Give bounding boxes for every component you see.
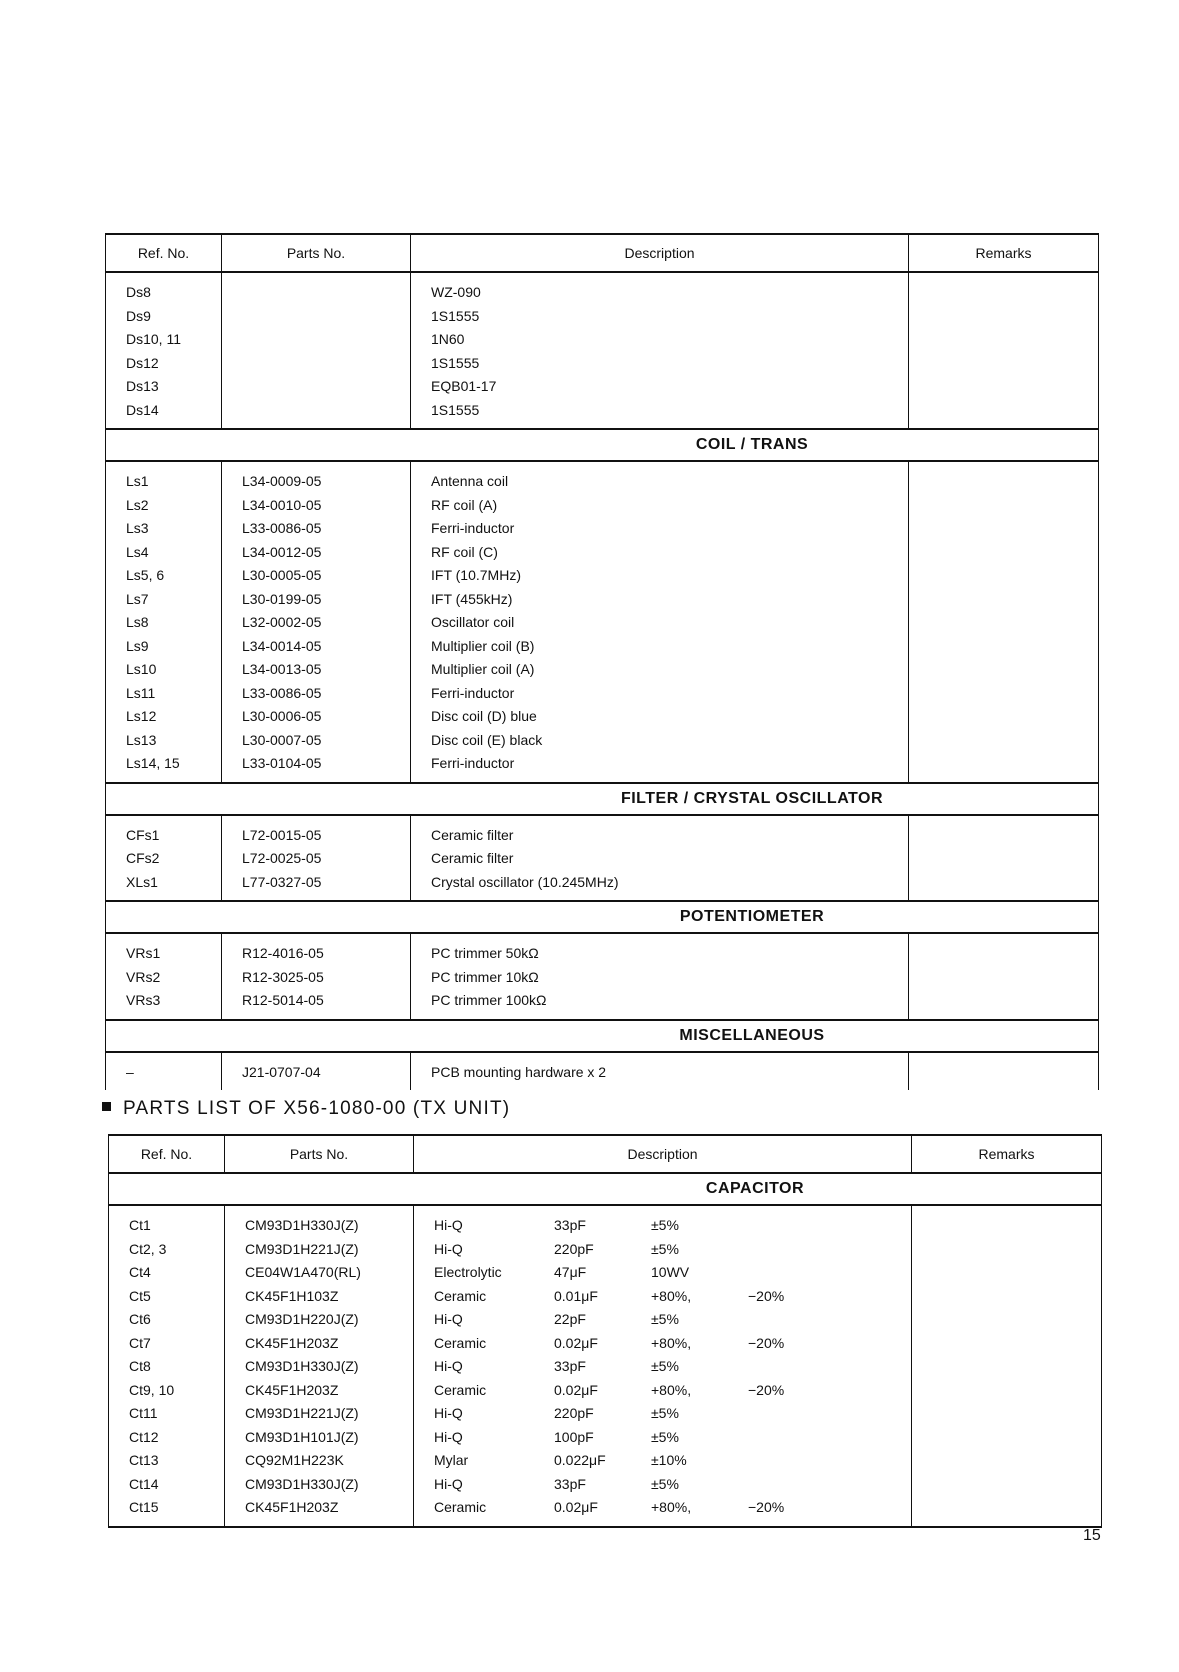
description-cell: Ferri-inductor [431, 684, 515, 701]
cap-type: Hi-Q [434, 1475, 463, 1492]
description-cell-wrap [411, 816, 908, 901]
part-column [222, 1052, 411, 1091]
part-cell: L34-0014-05 [242, 637, 322, 654]
ref-cell: Ls3 [126, 520, 149, 536]
remarks-column [909, 815, 1099, 902]
part-cell [242, 305, 410, 329]
rows-block [106, 815, 1099, 902]
ref-column [106, 272, 222, 429]
header-description: Description [414, 1135, 912, 1173]
cap-value: 47μF [554, 1264, 587, 1280]
ref-cell: VRs1 [126, 945, 161, 961]
heading-text: PARTS LIST OF X56-1080-00 (TX UNIT) [123, 1098, 511, 1119]
description-cell [434, 1214, 911, 1238]
ref-cell: Ls4 [126, 543, 149, 560]
description-cell [434, 1238, 911, 1262]
description-cell: Ceramic filter [431, 826, 514, 843]
part-cell: CE04W1A470(RL) [245, 1264, 361, 1280]
part-cell: CM93D1H220J(Z) [245, 1311, 359, 1327]
ref-cell: Ct14 [129, 1475, 159, 1492]
part-cell: L33-0086-05 [242, 684, 322, 701]
ref-cell: Ct12 [129, 1428, 159, 1445]
part-cell: L30-0007-05 [242, 731, 322, 748]
part-cell: L30-0005-05 [242, 567, 322, 583]
header-parts-no: Parts No. [225, 1135, 414, 1173]
description-cell-wrap [411, 462, 908, 782]
parts-table-upper [105, 233, 1099, 1090]
part-cell [242, 281, 410, 305]
part-cell: L34-0013-05 [242, 661, 322, 677]
ref-cell-wrap [106, 816, 221, 901]
parts-table-tx-unit [108, 1134, 1102, 1528]
ref-cell: Ct2, 3 [129, 1240, 167, 1257]
cap-value: 33pF [554, 1475, 586, 1492]
cap-type: Ceramic [434, 1287, 487, 1304]
part-cell: CK45F1H103Z [245, 1287, 339, 1304]
ref-cell: Ls9 [126, 637, 149, 654]
page-number: 15 [1083, 1527, 1101, 1544]
part-column [222, 933, 411, 1020]
part-cell: CM93D1H221J(Z) [245, 1405, 359, 1421]
cap-type: Ceramic [434, 1381, 487, 1398]
description-cell-wrap [411, 273, 908, 428]
description-cell-wrap [411, 1053, 908, 1091]
ref-column [106, 1052, 222, 1091]
description-cell: 1S1555 [431, 354, 480, 371]
ref-cell: Ls10 [126, 661, 157, 677]
cap-type: Hi-Q [434, 1405, 463, 1421]
part-cell: L72-0015-05 [242, 826, 322, 843]
description-cell: PC trimmer 50kΩ [431, 945, 539, 961]
part-cell-wrap [222, 273, 410, 428]
cap-tolerance: +80%, [651, 1334, 692, 1351]
description-cell: RF coil (A) [431, 496, 498, 513]
rows-block [106, 1052, 1099, 1091]
part-cell-wrap [222, 1053, 410, 1091]
remarks-column [909, 1052, 1099, 1091]
part-cell: L34-0009-05 [242, 473, 322, 489]
description-cell [434, 1379, 911, 1403]
bullet-square-icon [102, 1102, 111, 1111]
ref-cell: Ds8 [126, 284, 151, 300]
cap-type: Hi-Q [434, 1240, 463, 1257]
description-column [411, 461, 909, 783]
cap-tolerance-neg: −20% [748, 1381, 785, 1398]
part-cell: L32-0002-05 [242, 614, 322, 630]
cap-value: 0.02μF [554, 1499, 598, 1515]
cap-type: Electrolytic [434, 1264, 502, 1280]
part-cell: CQ92M1H223K [245, 1452, 344, 1468]
ref-cell: – [126, 1063, 134, 1080]
table-body [106, 272, 1099, 1090]
description-cell: Ferri-inductor [431, 520, 515, 536]
table-body [109, 1173, 1102, 1527]
description-cell: PCB mounting hardware x 2 [431, 1063, 607, 1080]
cap-tolerance: +80%, [651, 1287, 692, 1304]
cap-value: 0.01μF [554, 1287, 598, 1304]
description-cell: EQB01-17 [431, 378, 497, 394]
section-title [106, 783, 1099, 815]
cap-tolerance-neg: −20% [748, 1334, 785, 1351]
part-cell: L33-0104-05 [242, 755, 322, 771]
description-cell-wrap [411, 934, 908, 1019]
cap-value: 0.02μF [554, 1381, 598, 1398]
part-cell: J21-0707-04 [242, 1063, 321, 1080]
description-cell: PC trimmer 10kΩ [431, 968, 539, 985]
remarks-column [909, 461, 1099, 783]
description-cell: 1N60 [431, 331, 465, 347]
ref-cell: Ls1 [126, 473, 149, 489]
cap-tolerance: ±5% [651, 1240, 679, 1257]
part-cell: CK45F1H203Z [245, 1381, 339, 1398]
cap-tolerance: 10WV [651, 1264, 690, 1280]
section-row [106, 783, 1099, 815]
part-cell: CM93D1H101J(Z) [245, 1428, 359, 1445]
part-cell: R12-5014-05 [242, 992, 324, 1008]
section-row [106, 429, 1099, 461]
description-cell: Ceramic filter [431, 850, 514, 866]
remarks-column [912, 1205, 1102, 1527]
part-cell: L72-0025-05 [242, 850, 322, 866]
part-cell: R12-3025-05 [242, 968, 324, 985]
section-row [106, 1020, 1099, 1052]
cap-tolerance: ±5% [651, 1311, 679, 1327]
header-parts-no: Parts No. [222, 234, 411, 272]
remarks-column [909, 272, 1099, 429]
ref-cell: Ct6 [129, 1311, 151, 1327]
part-cell: CM93D1H330J(Z) [245, 1475, 359, 1492]
part-cell: L30-0006-05 [242, 708, 322, 724]
cap-tolerance: ±5% [651, 1475, 679, 1492]
ref-cell: Ct5 [129, 1287, 151, 1304]
rows-block [106, 461, 1099, 783]
header-ref-no: Ref. No. [109, 1135, 225, 1173]
section-heading [102, 1098, 510, 1120]
ref-cell: Ls11 [126, 684, 156, 701]
ref-cell: Ct9, 10 [129, 1381, 175, 1398]
section-title [106, 429, 1099, 461]
table-header-row [109, 1135, 1102, 1173]
cap-value: 33pF [554, 1217, 586, 1233]
ref-cell: Ls2 [126, 496, 149, 513]
description-cell [434, 1402, 911, 1426]
cap-value: 0.022μF [554, 1452, 606, 1468]
section-title-text: COIL / TRANS [695, 436, 809, 453]
cap-tolerance: ±5% [651, 1358, 679, 1374]
cap-tolerance: +80%, [651, 1499, 692, 1515]
part-cell-wrap [222, 816, 410, 901]
ref-column [109, 1205, 225, 1527]
part-cell: L34-0010-05 [242, 496, 322, 513]
cap-type: Ceramic [434, 1499, 487, 1515]
cap-type: Hi-Q [434, 1311, 463, 1327]
description-cell [434, 1473, 911, 1497]
section-title [106, 901, 1099, 933]
part-cell: CM93D1H330J(Z) [245, 1358, 359, 1374]
description-cell: Ferri-inductor [431, 755, 515, 771]
cap-tolerance-neg: −20% [748, 1499, 785, 1515]
description-cell [434, 1261, 911, 1285]
header-remarks: Remarks [912, 1135, 1102, 1173]
ref-cell: Ds12 [126, 354, 159, 371]
description-column [414, 1205, 912, 1527]
part-cell: CM93D1H221J(Z) [245, 1240, 359, 1257]
description-cell: Oscillator coil [431, 614, 515, 630]
ref-cell-wrap [106, 273, 221, 428]
rows-block [106, 272, 1099, 429]
ref-cell: Ls8 [126, 614, 149, 630]
ref-cell: Ct7 [129, 1334, 151, 1351]
header-remarks: Remarks [909, 234, 1099, 272]
section-row [106, 901, 1099, 933]
description-column [411, 815, 909, 902]
description-cell [434, 1496, 911, 1520]
ref-cell: Ct11 [129, 1405, 158, 1421]
description-column [411, 933, 909, 1020]
part-cell: L33-0086-05 [242, 520, 322, 536]
cap-value: 22pF [554, 1311, 586, 1327]
cap-tolerance: ±5% [651, 1405, 679, 1421]
cap-value: 0.02μF [554, 1334, 598, 1351]
description-cell: RF coil (C) [431, 543, 498, 560]
description-cell [434, 1285, 911, 1309]
part-cell: CM93D1H330J(Z) [245, 1217, 359, 1233]
section-title [106, 1020, 1099, 1052]
ref-cell: Ct1 [129, 1217, 151, 1233]
description-cell: 1S1555 [431, 307, 480, 324]
rows-block [109, 1205, 1102, 1527]
cap-tolerance: ±5% [651, 1217, 679, 1233]
ref-cell: Ds9 [126, 307, 151, 324]
ref-cell: Ct13 [129, 1452, 159, 1468]
ref-cell: Ls5, 6 [126, 567, 165, 583]
part-column [222, 461, 411, 783]
part-cell [242, 375, 410, 399]
part-cell: CK45F1H203Z [245, 1334, 339, 1351]
ref-cell: VRs2 [126, 968, 161, 985]
cap-type: Hi-Q [434, 1358, 463, 1374]
description-cell: IFT (10.7MHz) [431, 567, 521, 583]
ref-cell: Ls7 [126, 590, 149, 607]
description-cell: Multiplier coil (B) [431, 637, 535, 654]
part-cell [242, 399, 410, 423]
remarks-column [909, 933, 1099, 1020]
section-title: CAPACITOR [109, 1173, 1102, 1205]
ref-cell: CFs1 [126, 826, 160, 843]
part-cell: L34-0012-05 [242, 543, 322, 560]
ref-cell: XLs1 [126, 873, 158, 890]
part-cell [242, 352, 410, 376]
description-cell: Disc coil (E) black [431, 731, 543, 748]
description-cell: IFT (455kHz) [431, 590, 513, 607]
part-column [222, 815, 411, 902]
part-cell [242, 328, 410, 352]
description-cell: Crystal oscillator (10.245MHz) [431, 873, 619, 890]
description-cell: 1S1555 [431, 401, 480, 418]
description-cell [434, 1332, 911, 1356]
table-header-row [106, 234, 1099, 272]
header-ref-no: Ref. No. [106, 234, 222, 272]
part-column [222, 272, 411, 429]
ref-cell: Ls12 [126, 708, 157, 724]
cap-tolerance: +80%, [651, 1381, 692, 1398]
parts-column [225, 1205, 414, 1527]
description-cell: Antenna coil [431, 473, 509, 489]
cap-value: 100pF [554, 1428, 594, 1445]
ref-cell: VRs3 [126, 992, 161, 1008]
description-cell [434, 1308, 911, 1332]
cap-type: Mylar [434, 1452, 469, 1468]
part-cell-wrap [222, 462, 410, 782]
ref-cell: Ls13 [126, 731, 157, 748]
ref-cell: Ds13 [126, 378, 159, 394]
cap-value: 220pF [554, 1405, 594, 1421]
ref-cell-wrap [106, 934, 221, 1019]
description-column [411, 1052, 909, 1091]
section-title-text: MISCELLANEOUS [679, 1026, 825, 1044]
ref-column [106, 815, 222, 902]
cap-type: Hi-Q [434, 1217, 463, 1233]
part-cell: CK45F1H203Z [245, 1499, 339, 1515]
cap-value: 33pF [554, 1358, 586, 1374]
cap-value: 220pF [554, 1240, 594, 1257]
ref-cell: Ct8 [129, 1358, 151, 1374]
header-description: Description [411, 234, 909, 272]
cap-type: Ceramic [434, 1334, 487, 1351]
ref-cell: Ls14, 15 [126, 755, 180, 771]
section-title-text: FILTER / CRYSTAL OSCILLATOR [620, 789, 884, 807]
ref-cell: Ds14 [126, 401, 159, 418]
ref-column [106, 933, 222, 1020]
description-cell: PC trimmer 100kΩ [431, 992, 547, 1008]
cap-tolerance-neg: −20% [748, 1287, 785, 1304]
ref-cell: CFs2 [126, 850, 160, 866]
description-cell: Disc coil (D) blue [431, 708, 537, 724]
part-cell: L77-0327-05 [242, 873, 322, 890]
ref-cell-wrap [106, 1053, 221, 1091]
description-cell [434, 1355, 911, 1379]
part-cell: R12-4016-05 [242, 945, 324, 961]
rows-block [106, 933, 1099, 1020]
section-title-text: POTENTIOMETER [679, 908, 825, 925]
description-cell: WZ-090 [431, 284, 481, 300]
ref-cell: Ct15 [129, 1499, 159, 1515]
section-row-capacitor [109, 1173, 1102, 1205]
part-cell: L30-0199-05 [242, 590, 322, 607]
cap-type: Hi-Q [434, 1428, 463, 1445]
part-cell-wrap [222, 934, 410, 1019]
ref-cell: Ds10, 11 [126, 331, 181, 347]
ref-column [106, 461, 222, 783]
description-column [411, 272, 909, 429]
description-cell: Multiplier coil (A) [431, 661, 535, 677]
ref-cell: Ct4 [129, 1264, 151, 1280]
cap-tolerance: ±10% [651, 1452, 687, 1468]
description-cell [434, 1449, 911, 1473]
description-cell [434, 1426, 911, 1450]
cap-tolerance: ±5% [651, 1428, 679, 1445]
ref-cell-wrap [106, 462, 221, 782]
